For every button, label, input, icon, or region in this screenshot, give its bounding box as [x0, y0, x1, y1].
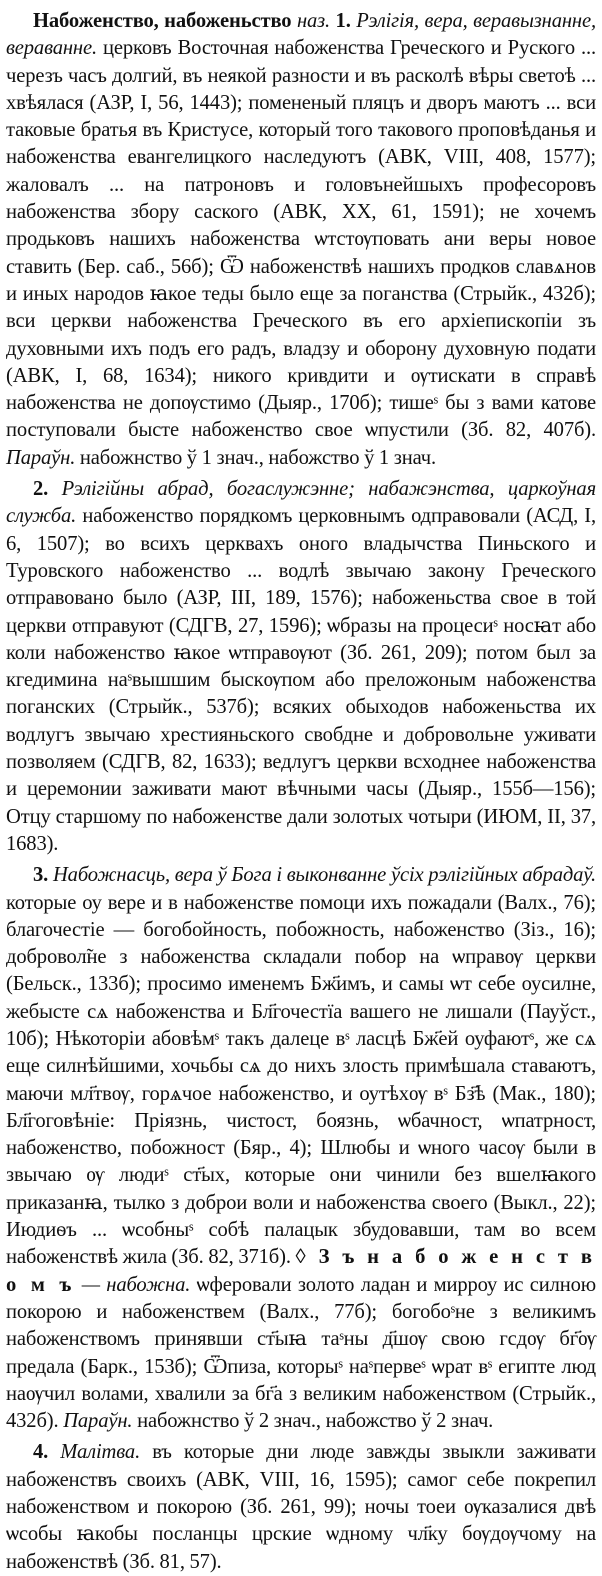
- sense-citations-3: которые оу вере и в набоженстве помоци ихъ пожадали (Валх., 76); благочестіе — богобойность, побожность, набоженство (Зіз., 16); добровол̃не з набоженства складали побор на ѡправѹ церкви (Бельск., 133б); просимо именемъ Бж҃имъ, и самы ѡт себе оусилне, жебысте сѧ набоженства и Бл҃гочестїа вашего не лишали (Пауўст., 10б); Нѣкоторіи абовѣмˢ такъ далеце вˢ ласцѣ Бж҃ей оуфаютˢ, же сѧ еще силнѣйшими, хочьбы сѧ до нихъ злость примѣшала ставаютъ, маючи мл҃твѹ, горѧчое набоженство, и оутѣхѹ вˢ Бз҃ѣ (Мак., 180); Бл҃гоговѣніе: Пріязнь, чистост, боязнь, ѡбачност, ѡпатрност, набоженство, побожност (Бяр., 4); Шлюбы и ѡного часѹ были в звычаю ѹ людиˢ ст҃ых, которые они чинили без вшелꙗкого приказанꙗ, тылко з доброи воли и набоженства своего (Выкл., 22); Июдиѳъ ... ѡсобныˢ собѣ палацык збудовавши, там во всем набоженствѣ жила (Зб. 82, 371б).: [6, 891, 596, 1269]
- entry-sense-3: [6, 862, 596, 1435]
- sense-number-1: 1.: [335, 10, 351, 32]
- compare-label-1: Параўн.: [6, 446, 76, 469]
- sense-definition-3: Набожнасць, вера ў Бога і выконванне ўсіх рэлігійных абрадаў.: [52, 864, 596, 887]
- phrase-definition: — набожна.: [75, 1273, 191, 1296]
- phrase-heading: ◊ З ъ н а б о ж е н с т в о м ъ: [6, 1246, 596, 1296]
- sense-definition-4: Малітва.: [60, 1441, 141, 1464]
- entry-sense-2: [6, 476, 596, 858]
- sense-citations-4: въ которые дни люде завжды звыкли заживати набоженствъ своихъ (АВК, VIII, 16, 1595); самог себе покрепил набоженством и покорою (Зб. 261, 99); ночы тоеи ѹказалися двѣ ѡсобы ꙗкобы посланцы црские ѡдному чл҃ку бѹдѹчому на набоженствѣ (Зб. 81, 57).: [6, 1441, 597, 1573]
- sense-citations-2: набоженство порядкомъ церковнымъ одправовали (АСД, I, 6, 1507); во всихъ церквахъ оного владычства Пиньского и Туровского набоженство ... водлѣ звычаю закону Греческого отправовано было (АЗР, III, 189, 1576); набоженьства свое в той церкви отправуют (СДГВ, 27, 1596); ѡбразы на процесиˢ носꙗт або коли набоженство ꙗкое ѡтправѹют (Зб. 261, 209); потом был за кгедимина наˢвышшим быскѹпом або преложоным набоженства поганских (Стрыйк., 537б); всяких обыходов набоженьства их водлугъ звычаю хрестияньского свобдне и добровольне уживати позволяем (СДГВ, 82, 1633); ведлугъ церкви всходнее набоженства и церемонии заживати мают вѣчными часы (Дыяр., 155б—156); Отцу старшому по набоженстве дали золотых чотыри (ИЮМ, II, 37, 1683).: [6, 505, 596, 855]
- sense-number-4: 4.: [33, 1441, 49, 1464]
- compare-label-3: Параўн.: [63, 1410, 133, 1433]
- part-of-speech: наз.: [296, 10, 331, 32]
- entry-sense-1: [6, 8, 596, 472]
- entry-headword: Набоженство, набоженьство: [33, 10, 292, 32]
- sense-definition-1: Рэлігія, вера, веравызнанне, вераванне.: [6, 10, 596, 60]
- compare-text-1: набожнство ў 1 знач., набожство ў 1 знач.: [75, 446, 436, 469]
- sense-number-3: 3.: [33, 864, 49, 887]
- phrase-citations: ѡферовали золото ладан и мирроу ис силною покорою и набоженствем (Валх., 77б); богобоˢне з великимъ набоженствомъ принявши ст҃ыꙗ таˢны д҃шѹ свою гсдѹ бг҃ѹ предала (Барк., 153б); Ѿпиза, которыˢ наˢпервеˢ ѡрат вˢ египте люд наѹчил волами, хвалили за бг҃а з великим набоженством (Стрыйк., 432б).: [6, 1273, 596, 1433]
- sense-number-2: 2.: [33, 478, 49, 501]
- entry-sense-4: [6, 1439, 596, 1575]
- sense-definition-2: Рэлігійны абрад, богаслужэнне; набажэнства, царкоўная служба.: [6, 478, 597, 528]
- compare-text-3: набожнство ў 2 знач., набожство ў 2 знач.: [132, 1410, 494, 1433]
- sense-citations-1: церковъ Восточная набоженства Греческого и Руского ... черезъ часъ долгий, въ неякой разности и въ расколѣ вѣры светоѣ ... хвѣялася (АЗР, I, 56, 1443); помененый пляцъ и дворъ маютъ ... вси таковые братья въ Кристусе, который того такового проповѣданья и набоженства евангелицкого наследуютъ (АВК, VIII, 408, 1577); жаловалъ ... на патроновъ и головънейшыхъ професоровъ набоженства збору саского (АВК, XX, 61, 1591); не хочемъ продьковъ нашихъ набоженства ѡтстѹповать ани веры новое ставить (Бер. саб., 56б); Ѿ набоженствѣ нашихъ продков славѧнов и иных народов ꙗкое теды было еще за поганства (Стрыйк., 432б); вси церкви набоженства Греческого въ его архіепископіи зъ духовными ихъ подъ его радъ, владзу и оборону духовную подати (АВК, I, 68, 1634); никого кривдити и ѹтискати в справѣ набоженства не допѹстимо (Дыяр., 170б); тишеˢ бы з вами катове поступовали бысте набоженство свое ѡпустили (Зб. 82, 407б).: [6, 37, 596, 442]
